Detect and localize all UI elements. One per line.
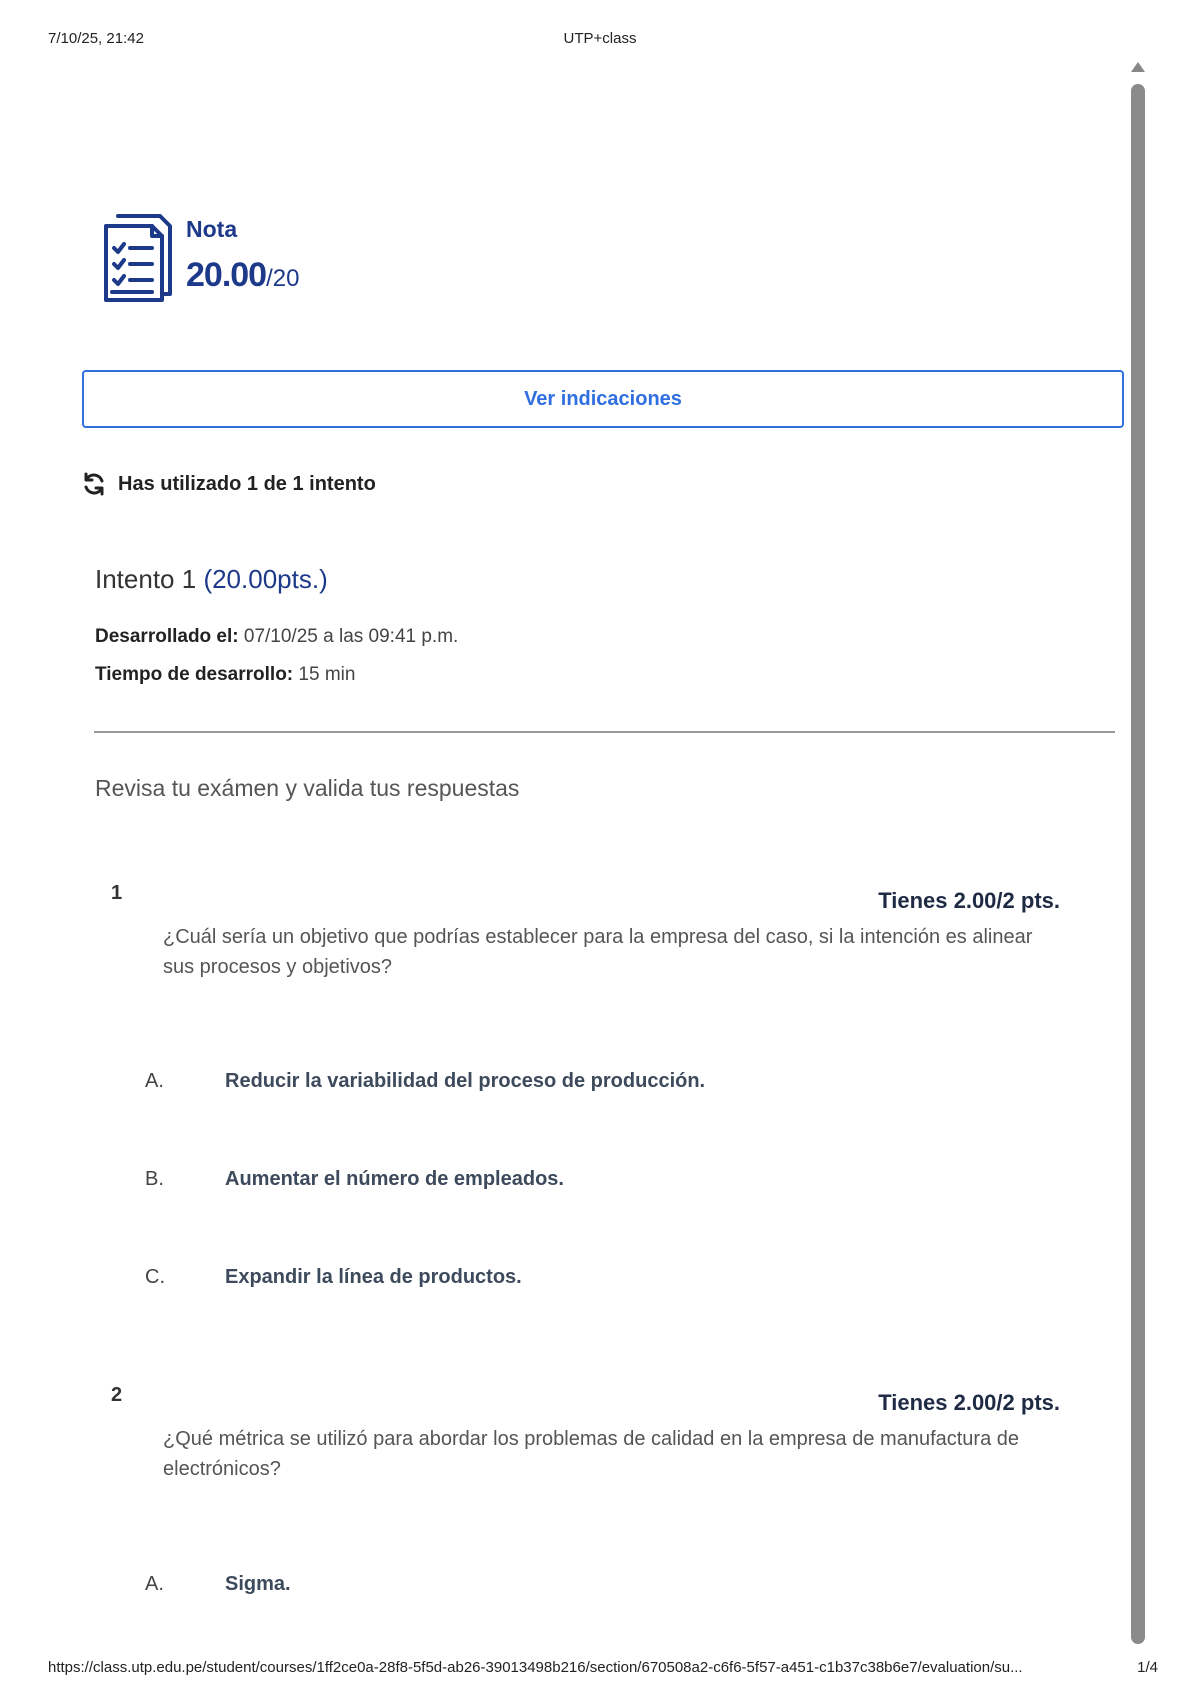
option-text: Expandir la línea de productos. (225, 1266, 522, 1288)
attempts-text: Has utilizado 1 de 1 intento (118, 472, 376, 495)
option-text: Reducir la variabilidad del proceso de producción. (225, 1070, 706, 1092)
print-url: https://class.utp.edu.pe/student/courses/1ff2ce0a-28f8-5f5d-ab26-39013498b216/section/670508a2-c6f6-5f57-a451-c1b37c38b6e7/evaluation/su... (48, 1659, 1023, 1676)
grade-max: /20 (266, 265, 300, 292)
question-number: 2 (111, 1384, 123, 1406)
attempts-info (82, 472, 376, 496)
print-page-title: UTP+class (563, 30, 637, 47)
question-text: ¿Cuál sería un objetivo que podrías establecer para la empresa del caso, si la intención es alinear sus procesos y objetivos? (163, 926, 1033, 978)
option-letter: B. (145, 1168, 164, 1190)
option-letter: C. (145, 1266, 165, 1288)
question-text: ¿Qué métrica se utilizó para abordar los problemas de calidad en la empresa de manufactura de electrónicos? (163, 1428, 1020, 1480)
answer-option[interactable] (145, 1573, 291, 1596)
scroll-up-arrow[interactable] (1131, 62, 1145, 72)
option-letter: A. (145, 1070, 164, 1092)
answer-option[interactable] (145, 1070, 705, 1093)
attempt-title-text: Intento 1 (95, 564, 197, 594)
grade-score: 20.00 (186, 256, 267, 294)
grade-value (186, 256, 299, 295)
attempt-title (95, 564, 328, 595)
review-title: Revisa tu exámen y valida tus respuestas (95, 775, 520, 801)
duration-label: Tiempo de desarrollo: (95, 664, 294, 685)
question-points: Tienes 2.00/2 pts. (878, 888, 1060, 913)
option-text: Sigma. (225, 1573, 291, 1595)
ver-indicaciones-button[interactable]: Ver indicaciones (82, 370, 1124, 428)
print-footer (0, 1659, 1200, 1679)
duration-value: 15 min (298, 664, 356, 685)
answer-option[interactable] (145, 1168, 564, 1191)
attempt-duration (95, 664, 355, 686)
print-header (0, 30, 1200, 50)
question-number: 1 (111, 882, 123, 904)
scrollbar-thumb[interactable] (1131, 84, 1145, 1644)
option-text: Aumentar el número de empleados. (225, 1168, 564, 1190)
option-letter: A. (145, 1573, 164, 1595)
developed-value: 07/10/25 a las 09:41 p.m. (243, 626, 459, 647)
refresh-icon (82, 472, 106, 496)
answer-option[interactable] (145, 1266, 522, 1289)
print-page-number: 1/4 (1137, 1659, 1158, 1676)
attempt-developed (95, 626, 458, 648)
clipboard-checklist-icon (102, 212, 174, 304)
attempt-points: (20.00pts.) (203, 564, 328, 594)
grade-label: Nota (186, 216, 238, 242)
print-datetime: 7/10/25, 21:42 (48, 30, 144, 47)
section-divider (94, 731, 1115, 733)
developed-label: Desarrollado el: (95, 626, 239, 647)
question-points: Tienes 2.00/2 pts. (878, 1390, 1060, 1415)
